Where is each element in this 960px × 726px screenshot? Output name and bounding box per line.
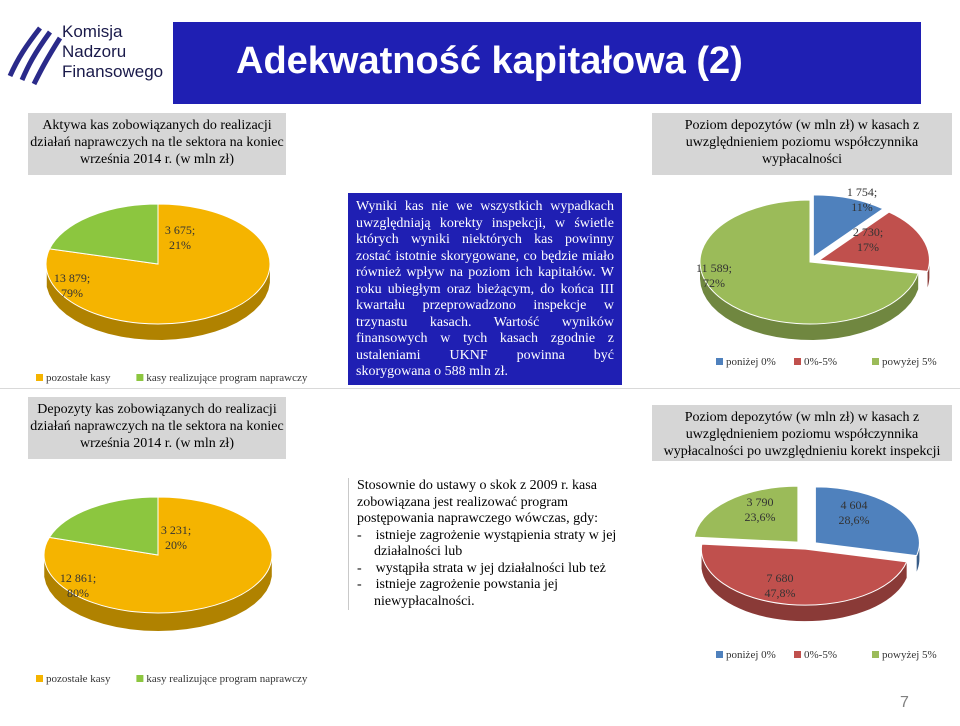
- pie-data-label-line: 13 879;: [53, 271, 91, 285]
- results-note: Wyniki kas nie we wszystkich wypadkach uwzględniają korekty inspekcji, w świetle których wyniki niektórych kas powinny zostać istotnie skorygowane, co będzie miało również wpływ na poziom ich kapitałów. W roku ubiegłym oraz bieżącym, do końca III kwartału przeprowadzono inspekcje w trzynastu kasach. Wartość wyników finansowych w tych kasach zgodnie z ustaleniami UKNF powinna być skorygowana o 588 mln zł.: [348, 193, 622, 385]
- law-intro: Stosownie do ustawy o skok z 2009 r. kasa zobowiązana jest realizować program postępowania naprawczego wówczas, gdy:: [357, 478, 599, 526]
- pie-data-label-line: 72%: [703, 276, 725, 290]
- legend-label: poniżej 0%: [726, 649, 776, 661]
- pie-data-label-line: 4 604: [840, 498, 868, 512]
- pie-data-label-line: 2 730;: [852, 225, 884, 239]
- legend-label: poniżej 0%: [726, 356, 776, 368]
- panel-title-deposits-corrected: Poziom depozytów (w mln zł) w kasach z uwzględnieniem poziomu współczynnika wypłacalności po uwzględnieniu korekt inspekcji: [652, 405, 952, 461]
- pie-data-label-line: 79%: [61, 286, 83, 300]
- legend-swatch: [872, 651, 879, 658]
- law-condition-text: wystąpiła strata w jej działalności lub też: [375, 560, 606, 576]
- legend-swatch: [794, 651, 801, 658]
- pie-data-label-line: 3 790: [746, 495, 774, 509]
- law-condition-text: istnieje zagrożenie powstania jej niewypłacalności.: [374, 577, 558, 609]
- page-number: 7: [900, 694, 909, 711]
- pie-data-label-line: 7 680: [766, 571, 794, 585]
- pie-data-label-line: 80%: [67, 586, 89, 600]
- pie-data-label-line: 17%: [857, 240, 879, 254]
- legend-swatch: [36, 374, 43, 381]
- list-bullet: -: [357, 560, 362, 576]
- legend-swatch: [716, 651, 723, 658]
- panel-title-deposits: Depozyty kas zobowiązanych do realizacji działań naprawczych na tle sektora na koniec września 2014 r. (w mln zł): [28, 397, 286, 459]
- legend-label: pozostałe kasy: [46, 372, 111, 384]
- pie-data-label: [161, 523, 191, 552]
- legend-label: kasy realizujące program naprawczy: [146, 673, 308, 685]
- legend-swatch: [136, 675, 143, 682]
- pie-data-label: [765, 571, 796, 600]
- pie-data-label: [853, 225, 883, 254]
- law-condition-text: istnieje zagrożenie wystąpienia straty w jej działalności lub: [374, 527, 617, 559]
- pie-data-label-line: 12 861;: [59, 571, 97, 585]
- legend-swatch: [136, 374, 143, 381]
- pie-data-label-line: 47,8%: [764, 586, 796, 600]
- pie-data-label-line: 3 231;: [160, 523, 192, 537]
- logo-line-1: Komisja: [62, 22, 123, 41]
- legend-label: powyżej 5%: [882, 649, 937, 661]
- pie-data-label-line: 11 589;: [696, 261, 732, 275]
- pie-chart-pie_assets: [36, 204, 308, 384]
- legend-label: powyżej 5%: [882, 356, 937, 368]
- legend-swatch: [716, 358, 723, 365]
- pie-data-label: [839, 498, 870, 527]
- legend-swatch: [872, 358, 879, 365]
- legend-swatch: [36, 675, 43, 682]
- logo-line-3: Finansowego: [62, 62, 164, 81]
- legend-label: 0%-5%: [804, 356, 837, 368]
- legend-label: 0%-5%: [804, 649, 837, 661]
- pie-data-label-line: 3 675;: [164, 223, 196, 237]
- pie-data-label-line: 20%: [165, 538, 187, 552]
- pie-data-label-line: 1 754;: [846, 185, 878, 199]
- panel-title-assets: Aktywa kas zobowiązanych do realizacji działań naprawczych na tle sektora na koniec września 2014 r. (w mln zł): [28, 113, 286, 175]
- list-bullet: -: [357, 527, 362, 543]
- pie-data-label-line: 23,6%: [744, 510, 776, 524]
- list-bullet: -: [357, 577, 362, 592]
- pie-data-label-line: 28,6%: [838, 513, 870, 527]
- pie-data-label-line: 21%: [169, 238, 191, 252]
- page-title: Adekwatność kapitałowa (2): [236, 40, 743, 82]
- pie-data-label-line: 11%: [851, 200, 873, 214]
- legend-label: kasy realizujące program naprawczy: [146, 372, 308, 384]
- pie-chart-pie_deposits: [36, 497, 308, 685]
- pie-data-label: [165, 223, 195, 252]
- legend-label: pozostałe kasy: [46, 673, 111, 685]
- pie-data-label: [847, 185, 877, 214]
- panel-title-deposits-solvency: Poziom depozytów (w mln zł) w kasach z uwzględnieniem poziomu współczynnika wypłacalności: [652, 113, 952, 175]
- logo-line-2: Nadzoru: [62, 42, 127, 61]
- pie-chart-pie_deposits_after_corrections: [694, 486, 936, 661]
- pie-data-label: [745, 495, 776, 524]
- legend-swatch: [794, 358, 801, 365]
- pie-chart-pie_deposits_solvency: [696, 185, 937, 368]
